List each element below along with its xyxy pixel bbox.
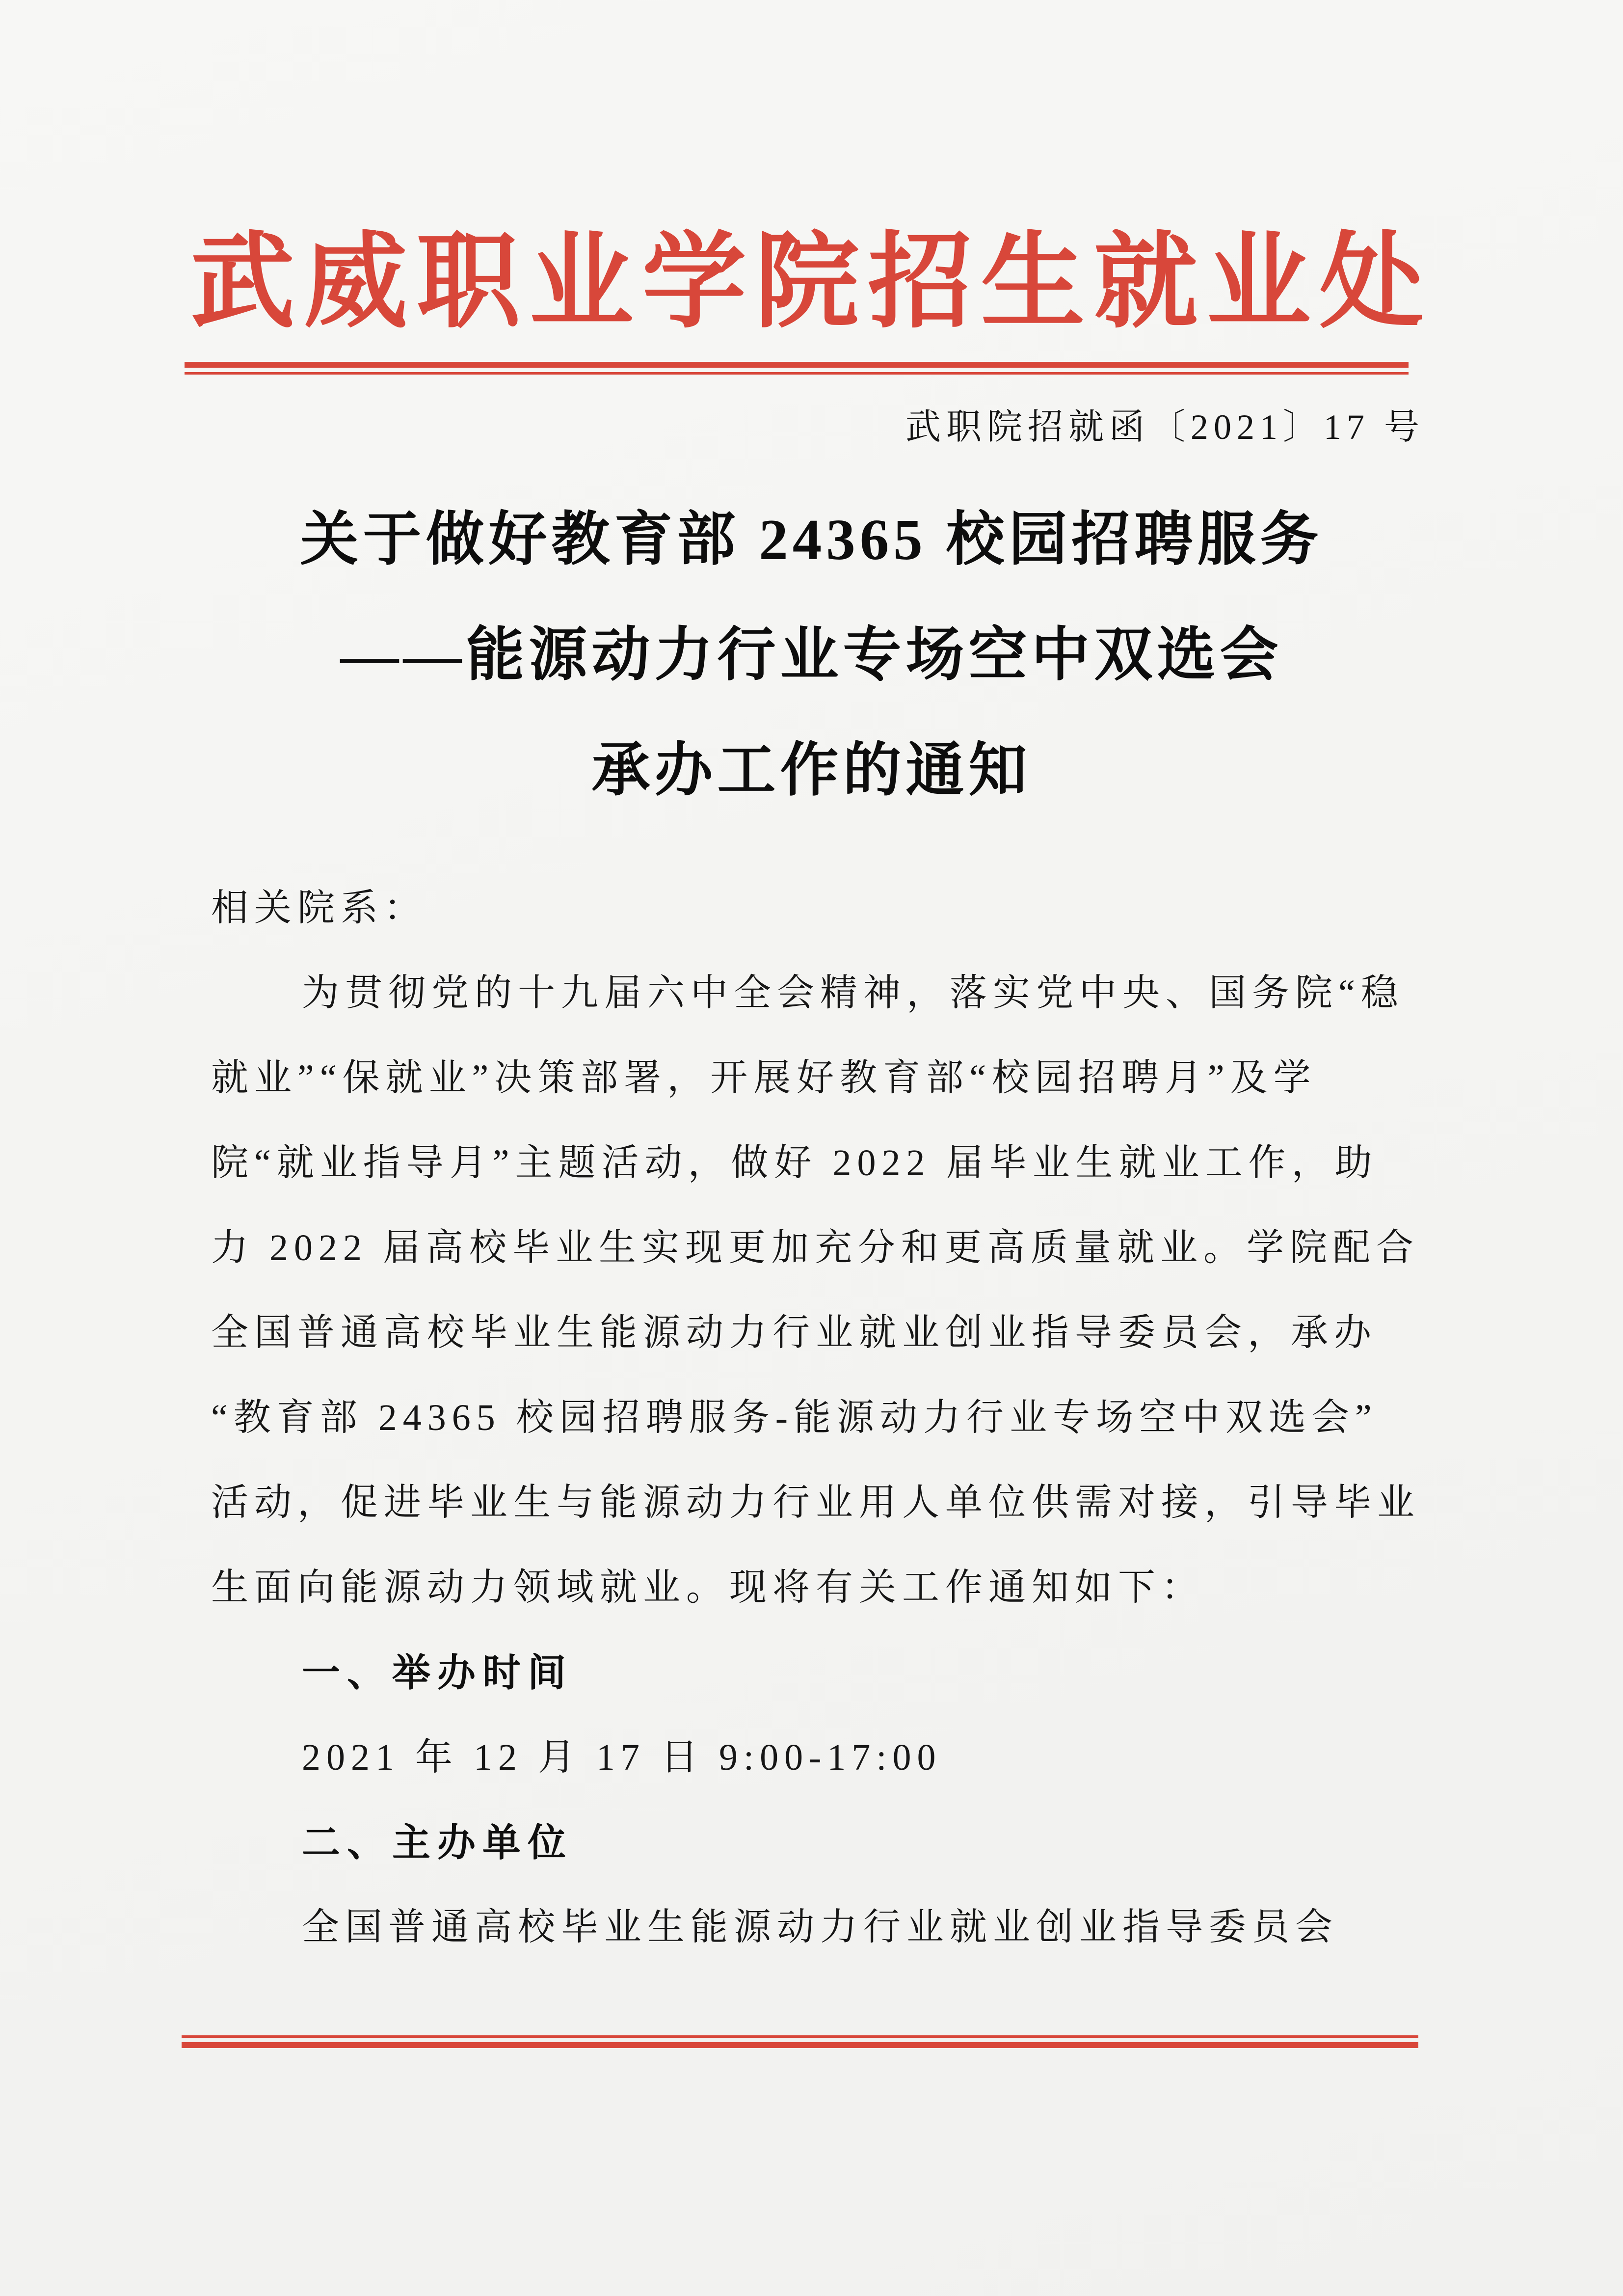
- notice-title-line-2: ——能源动力行业专场空中双选会: [340, 622, 1283, 687]
- paragraph-line: 院“就业指导月”主题活动，做好 2022 届毕业生就业工作，助: [211, 1142, 1378, 1184]
- notice-body: [211, 866, 1467, 1970]
- notice-title: [0, 482, 1623, 828]
- paragraph-line: 就业”“保就业”决策部署，开展好教育部“校园招聘月”及学: [211, 1057, 1317, 1099]
- divider-thin-bar: [185, 372, 1409, 375]
- paragraph-line: 生面向能源动力领域就业。现将有关工作通知如下：: [211, 1567, 1204, 1608]
- section-1-heading: 一、举办时间: [302, 1651, 573, 1694]
- section-2-heading: 二、主办单位: [302, 1821, 573, 1864]
- salutation: 相关院系：: [211, 888, 427, 929]
- letterhead-divider: [185, 362, 1409, 375]
- notice-title-line-1: 关于做好教育部 24365 校园招聘服务: [300, 507, 1323, 572]
- footer-divider: [182, 2035, 1418, 2048]
- section-2-content: 全国普通高校毕业生能源动力行业就业创业指导委员会: [302, 1907, 1338, 1948]
- paragraph-line: 力 2022 届高校毕业生实现更加充分和更高质量就业。学院配合: [211, 1227, 1419, 1269]
- paragraph-line: 为贯彻党的十九届六中全会精神，落实党中央、国务院“稳: [302, 972, 1404, 1014]
- section-1-content: 2021 年 12 月 17 日 9:00-17:00: [302, 1737, 942, 1778]
- paragraph-line: 全国普通高校毕业生能源动力行业就业创业指导委员会，承办: [211, 1312, 1377, 1353]
- divider-thick-bar: [182, 2042, 1418, 2048]
- letterhead-title: 武威职业学院招生就业处: [190, 225, 1433, 340]
- notice-title-line-3: 承办工作的通知: [591, 738, 1032, 803]
- divider-thick-bar: [185, 362, 1409, 368]
- paragraph-line: 活动，促进毕业生与能源动力行业用人单位供需对接，引导毕业: [211, 1482, 1420, 1523]
- paragraph-line: “教育部 24365 校园招聘服务-能源动力行业专场空中双选会”: [211, 1397, 1378, 1438]
- document-number: 武职院招就函〔2021〕17 号: [905, 407, 1425, 447]
- divider-thin-bar: [182, 2035, 1418, 2038]
